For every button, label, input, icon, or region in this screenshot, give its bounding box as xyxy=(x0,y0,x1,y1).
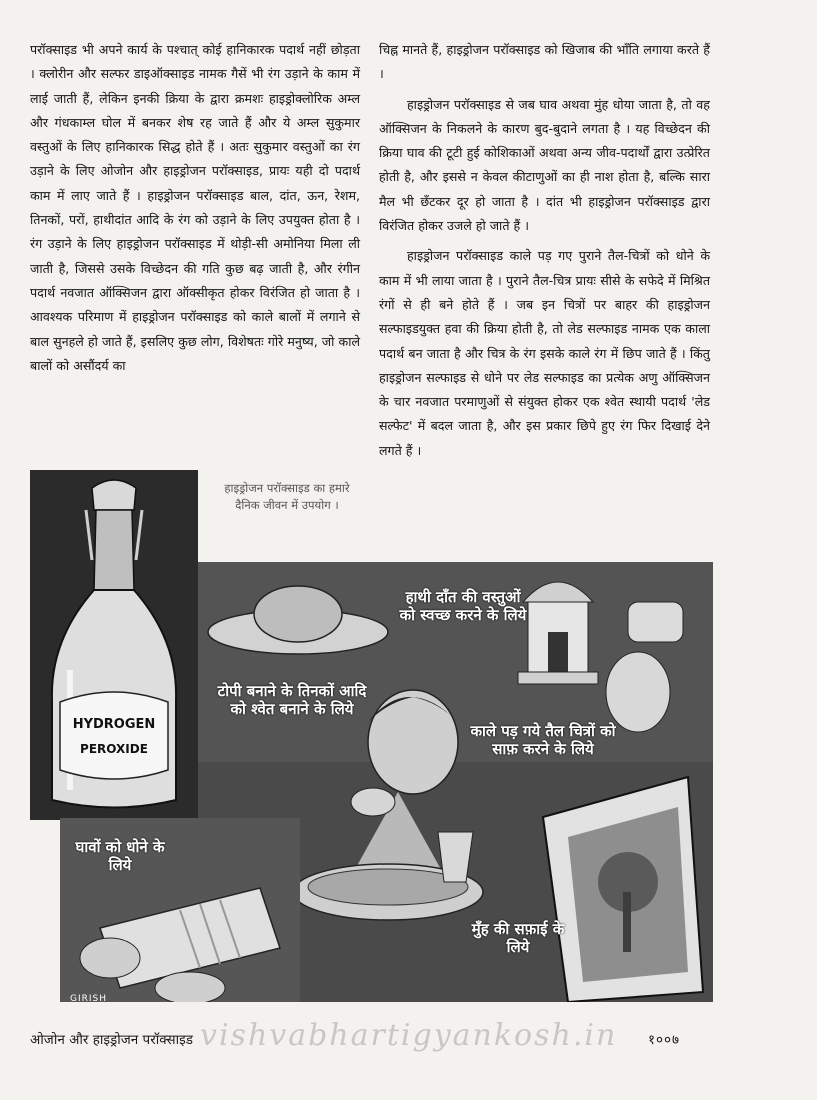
watermark: vishvabhartigyankosh.in xyxy=(200,1018,618,1053)
paragraph: परॉक्साइड भी अपने कार्य के पश्चात् कोई हानिकारक पदार्थ नहीं छोड़ता । क्लोरीन और सल्फर डाइऑक्साइड नामक गैसें भी रंग उड़ाने के काम में लाई जाती हैं, लेकिन इनकी क्रिया के द्वारा क्रमशः हाइड्रोक्लोरिक अम्ल और गंधकाम्ल घोल में बनकर शेष रह जाते हैं और ये अम्ल सुकुमार वस्तुओं के लिए हानिकारक सिद्ध होते हैं । अतः सुकुमार वस्तुओं का रंग उड़ाने के लिए ओजोन और हाइड्रोजन परॉक्साइड, प्रायः यही दो पदार्थ काम में लाए जाते हैं । हाइड्रोजन परॉक्साइड बाल, दांत, ऊन, रेशम, तिनकों, परों, हाथीदांत आदि के रंग को उड़ाने के लिए उपयुक्त होता है । रंग उड़ाने के लिए हाइड्रोजन परॉक्साइड में थोड़ी-सी अमोनिया मिला ली जाती है, जिससे उसके विच्छेदन की गति कुछ बढ़ जाती है, और रंगीन पदार्थ नवजात ऑक्सिजन द्वारा ऑक्सीकृत होकर विरंजित हो जाता है । आवश्यक परिमाण में हाइड्रोजन परॉक्साइड को काले बालों में लगाने से बाल सुनहले हो जाते हैं, इसलिए कुछ लोग, विशेषतः गोरे मनुष्य, जो काले बालों को असौंदर्य का xyxy=(30,42,360,373)
label-ivory: हाथी दाँत की वस्तुओं को स्वच्छ करने के लिये xyxy=(399,588,527,624)
artist-signature: GIRISH xyxy=(70,994,108,1004)
label-wounds: घावों को धोने के लिये xyxy=(75,838,165,874)
paragraph: हाइड्रोजन परॉक्साइड काले पड़ गए पुराने तैल-चित्रों को धोने के काम में भी लाया जाता है । पुराने तैल-चित्र प्रायः सीसे के सफेदे में मिश्रित रंगों से ही बने होते हैं । जब इन चित्रों पर बाहर की हाइड्रोजन सल्फाइडयुक्त हवा की क्रिया होती है, तो लेड सल्फाइड नामक एक काला पदार्थ बन जाता है और चित्र के रंग इसके काले रंग में छिप जाते हैं । किंतु हाइड्रोजन सल्फाइड से धोने पर लेड सल्फाइड का प्रत्येक अणु ऑक्सिजन के चार नवजात परमाणुओं से संयुक्त होकर एक श्वेत स्थायी पदार्थ 'लेड सल्फेट' में बदल जाता है, और इस प्रकार छिपे हुए रंग फिर दिखाई देने लगते हैं । xyxy=(379,248,710,458)
wound-illustration xyxy=(60,818,300,1002)
paragraph: चिह्न मानते हैं, हाइड्रोजन परॉक्साइड को खिजाब की भाँति लगाया करते हैं । xyxy=(379,42,710,82)
bottle-label-hydrogen: HYDROGEN xyxy=(72,717,156,732)
figure-caption: हाइड्रोजन परॉक्साइड का हमारे दैनिक जीवन में उपयोग । xyxy=(224,481,350,512)
footer-title: ओजोन और हाइड्रोजन परॉक्साइड xyxy=(30,1032,193,1048)
bottle-illustration xyxy=(30,470,198,820)
right-text-column xyxy=(379,38,710,463)
paragraph: हाइड्रोजन परॉक्साइड से जब घाव अथवा मुंह धोया जाता है, तो वह ऑक्सिजन के निकलने के कारण बुद-बुदाने लगता है । यह विच्छेदन की क्रिया घाव की टूटी हुई कोशिकाओं अथवा अन्य जीव-पदार्थों द्वारा उत्प्रेरित होती है, और इससे न केवल कीटाणुओं का ही नाश होता है, बल्कि सारा मैल भी छँटकर दूर हो जाता है । दांत भी हाइड्रोजन परॉक्साइड द्वारा विरंजित होकर उजले हो जाते हैं । xyxy=(379,96,710,234)
label-oil-paintings: काले पड़ गये तैल चित्रों को साफ़ करने के लिये xyxy=(470,722,616,758)
label-hat-straw: टोपी बनाने के तिनकों आदि को श्वेत बनाने के लिये xyxy=(217,682,367,718)
label-mouth-cleaning: मुँह की सफ़ाई के लिये xyxy=(471,920,565,956)
page-number: १००७ xyxy=(648,1032,681,1048)
bottle-drawing xyxy=(30,470,198,820)
bottle-label-peroxide: PEROXIDE xyxy=(80,742,148,756)
left-text-column xyxy=(30,38,360,378)
